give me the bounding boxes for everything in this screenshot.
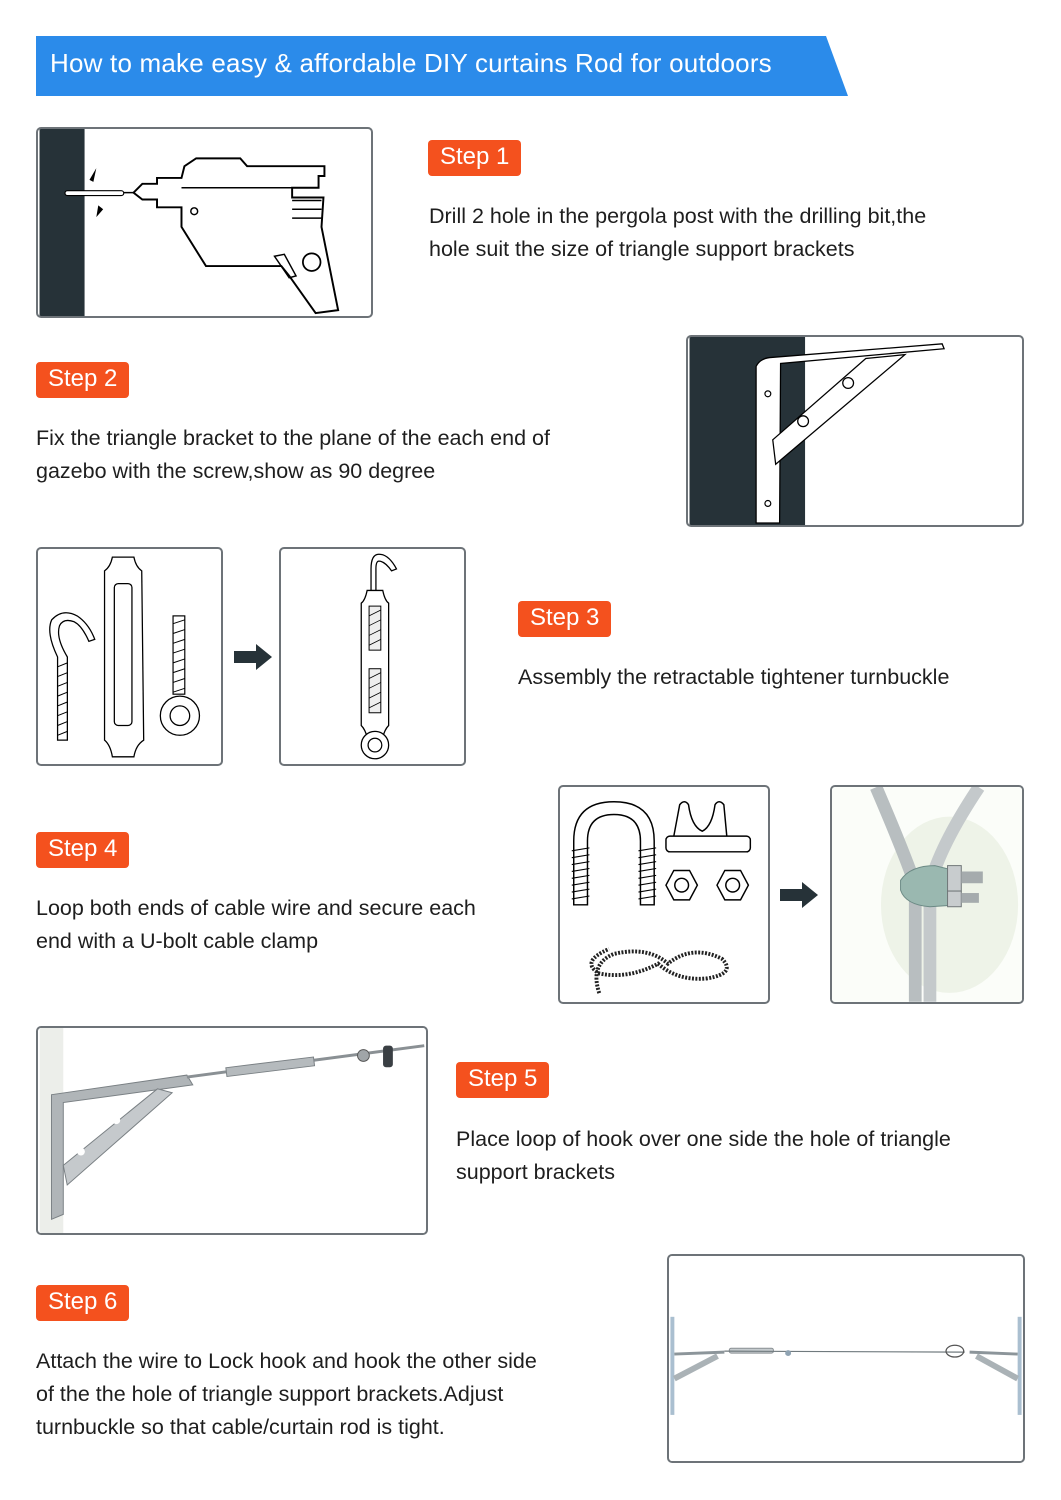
step-1-image-drill: [36, 127, 373, 318]
step-2-description: Fix the triangle bracket to the plane of the each end of gazebo with the screw,show as 90 degree: [36, 426, 550, 483]
step-2-image-bracket: [686, 335, 1024, 527]
step-4-image-parts: [558, 785, 770, 1004]
step-4-image-clamp-photo: [830, 785, 1024, 1004]
page-title: How to make easy & affordable DIY curtains Rod for outdoors: [50, 48, 772, 78]
step-3-description: Assembly the retractable tightener turnbuckle: [518, 665, 950, 689]
step-3-image-parts: [36, 547, 223, 766]
bracket-turnbuckle-photo-icon: [38, 1028, 426, 1233]
step-5-badge: Step 5: [456, 1062, 549, 1098]
step-6-image-photo: [667, 1254, 1025, 1463]
step-4-description: Loop both ends of cable wire and secure each end with a U-bolt cable clamp: [36, 896, 476, 953]
step-4-badge: Step 4: [36, 832, 129, 868]
step-3-badge: Step 3: [518, 601, 611, 637]
step-5-description: Place loop of hook over one side the hole of triangle support brackets: [456, 1127, 951, 1184]
step-3-image-assembled: [279, 547, 466, 766]
step-6-description: Attach the wire to Lock hook and hook the other side of the the hole of triangle support brackets.Adjust turnbuckle so that cable/curtain rod is tight.: [36, 1349, 537, 1439]
finished-curtain-rod-icon: [669, 1256, 1023, 1461]
turnbuckle-parts-icon: [38, 549, 221, 764]
arrow-right-icon: [234, 644, 274, 675]
drill-icon: [38, 129, 371, 316]
step-6-badge: Step 6: [36, 1285, 129, 1321]
step-1-badge: Step 1: [428, 140, 521, 176]
cable-clamp-photo-icon: [832, 787, 1022, 1002]
arrow-right-icon: [780, 882, 820, 913]
turnbuckle-assembled-icon: [281, 549, 464, 764]
triangle-bracket-icon: [688, 337, 1022, 525]
step-2-badge: Step 2: [36, 362, 129, 398]
u-bolt-clamp-icon: [560, 787, 768, 1002]
step-1-description: Drill 2 hole in the pergola post with the drilling bit,the hole suit the size of triangle support brackets: [429, 204, 927, 261]
step-5-image-photo: [36, 1026, 428, 1235]
